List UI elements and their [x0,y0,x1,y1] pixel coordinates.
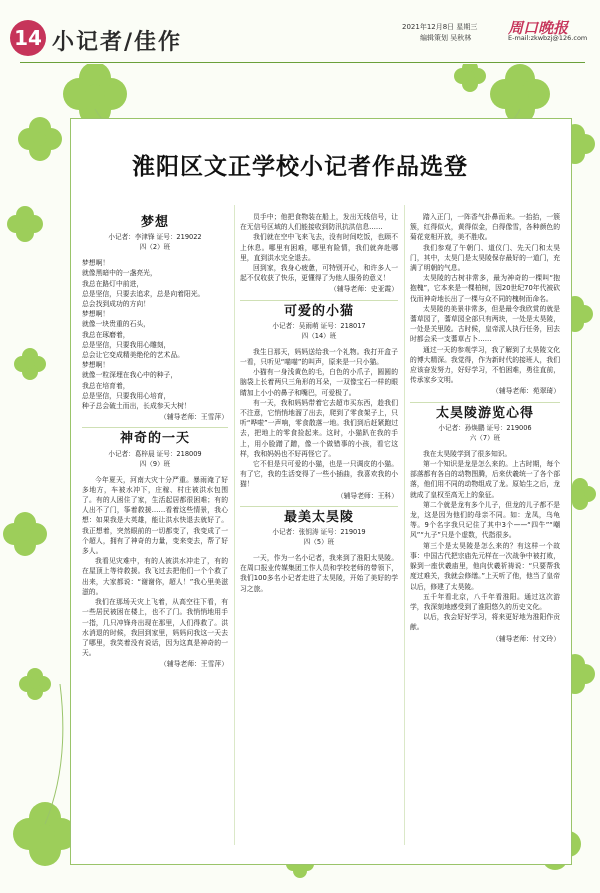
article-divider [410,402,560,403]
poem-line: 总是坚信，只要我用心培育， [82,391,171,400]
teacher-credit: （辅导老师：付文玲） [492,634,560,643]
poem-line: 总是坚信，只要我用心雕刻， [82,340,171,349]
paragraph: 以后，我会好好学习，将来更好地为淮阳作贡献。 [410,613,560,632]
article-continuation [410,212,560,397]
teacher-credit: （辅导老师：苑翠琦） [492,387,560,396]
article-beautiful-taihao [240,509,398,594]
teacher-credit: （辅导老师：王科） [336,491,398,500]
byline-class: 四（9）班 [139,459,171,468]
article-title: 可爱的小猫 [283,303,354,319]
poem-line: 我总在琢磨着， [82,330,130,339]
page-number-badge: 14 [10,20,46,56]
paragraph: 太昊陵的美景非常多，但是最令我欣赏的就是蓍草园了，蓍草园全部只有两块，一处是太昊陵，一处是关里陵。古时候，皇帝派人执行任务，回去时都会采一支蓍草占卜…… [410,304,560,344]
article-byline [240,321,398,341]
poem-line: 我总在培育着， [82,381,130,390]
paragraph: 太昊陵的古树非常多，最为神奇的一棵叫“抱抱槐”，它本来是一棵柏树，因20世纪70年代被砍伐而神奇地长出了一棵与众不同的槐树而命名。 [410,274,560,303]
byline-author: 小记者：葛梓晨 证号：218009 [108,449,202,458]
byline-class: 四（2）班 [139,243,171,252]
issue-date: 2021年12月8日 星期三 [402,23,478,31]
article-dream [82,215,228,422]
section-title: 小记者/佳作 [52,29,183,55]
article-byline [82,449,228,469]
column-separator [404,205,405,845]
poem-line: 梦想啊！ [82,361,110,370]
article-byline [410,423,560,443]
newspaper-logo: 周口晚报 [508,19,569,37]
poem-line: 就像一块贵重的石头， [82,320,150,329]
article-visit-notes [410,405,560,644]
paragraph: 它不但是只可爱的小猫，也是一只调皮的小猫。有了它，我的生活变得了一些小插曲，我喜欢我的小猫！ [240,460,398,489]
teacher-credit: （辅导老师：史亚霞） [330,285,398,294]
article-divider [240,300,398,301]
paragraph: 第三个是太昊陵是怎么来的？有这样一个故事：中国古代把宗庙先元样在一次战争中被打败，躲到一座伏羲庙里，他向伏羲祈祷说：“只要帮我度过难关，我就会修缮。”上天听了他，他当了皇帝以后，修建了太昊陵。 [410,541,560,591]
column-3 [410,212,560,644]
article-title: 神奇的一天 [119,431,190,447]
byline-author: 小记者：张钥涛 证号：219019 [272,528,366,537]
article-divider [82,427,228,428]
page-header [0,0,600,64]
page-title: 淮阳区文正学校小记者作品选登 [132,153,468,180]
paragraph: 我们在那场天灾上飞着，从高空往下看，有一些居民被困在楼上，也不了门。我悄悄地用手一指，几只冲锋舟出现在那里，人们得救了。洪水消退的时候，我回到家里，妈妈问我这一天去了哪里，我笑着没有说话，因为这真是神奇的一天。 [82,598,228,658]
paragraph: 第一个知识是龙是怎么来的。上古时期，每个部落都有各自的动物图腾，后来伏羲统一了各个部落，他们用不同的动物组成了龙。原始生之后，龙就成了皇权至高无上的象征。 [410,460,560,499]
poem-line: 种子总会破土而出，长成参天大树！ [82,402,191,411]
poem-line: 我总在路灯中前进， [82,279,144,288]
poem-line: 梦想啊！ [82,310,110,319]
column-1 [82,212,228,670]
article-byline [240,527,398,547]
byline-class: 四（5）班 [303,538,335,547]
paragraph: 回到家，我身心疲惫，可特别开心，和许多人一起不仅收获了快乐，更懂得了为他人服务的意义！ [240,264,398,283]
paragraph: 有一天，我和妈妈带着它去超市买东西，趁我们不注意，它悄悄地溜了出去，爬到了零食架子上，只听“哗啦”一声响，零食散落一地。我们到后赶紧跑过去，把地上的零食捡起来。这时，小猫趴在我的手上，用小脸蹭了蹭，像一个做错事的小孩，看它这样，我和妈妈也不好再怪它了。 [240,398,398,458]
poem-line: 总是坚信，只要去追求，总是向着阳光。 [82,289,205,298]
paragraph: 我生日那天，妈妈送给我一个礼物。我打开盒子一看，只听见“喵喵”的叫声，原来是一只小猫。 [240,347,398,367]
poem-line: 总会让它变成精美绝伦的艺术品。 [82,351,184,360]
article-continuation [240,212,398,295]
header-rule [20,62,585,63]
teacher-credit: （辅导老师：王雪萍） [160,660,228,669]
editor-credit: 编辑策划 吴秋林 [420,34,472,42]
paragraph: 一天，作为一名小记者，我来到了淮阳太昊陵。在周口报业传媒集团工作人员和学校老师的带领下，我们100多名小记者走进了太昊陵，开始了美好的学习之旅。 [240,554,398,593]
paragraph: 通过一天的参观学习，我了解到了太昊陵文化的博大精深。我觉得，作为新时代的接班人，我们应该奋发努力，好好学习，不怕困难，勇往直前，传承家乡文明。 [410,345,560,385]
article-title: 太昊陵游览心得 [435,405,534,421]
poem-line: 梦想啊！ [82,259,110,268]
contact-email: E-mail:zkwbzj@126.com [508,34,588,42]
teacher-credit: （辅导老师：王雪萍） [160,413,228,422]
byline-class: 六（7）班 [469,433,501,442]
paragraph: 我们就在空中飞来飞去，没有时间吃饭，也顾不上休息。哪里有困难，哪里有险情，我们就奔赴哪里，直到洪水完全退去。 [240,233,398,262]
paragraph: 第二个就是龙有多个儿子，但龙的儿子都不是龙，这是因为他们的母亲不同。如：龙凤，乌龟等。9个名字我只记住了其中3个——“四牛”“嘲风”“九子”只是个虚数，代指很多。 [410,500,560,540]
poem-line: 就像黑暗中的一盏亮光， [82,269,157,278]
column-separator [234,205,235,845]
article-title: 最美太昊陵 [283,509,354,525]
article-title: 梦想 [140,215,169,230]
poem-line: 就像一粒深埋在我心中的种子， [82,371,178,380]
paragraph: 今年夏天，河南大灾十分严重。暴雨淹了好多地方，车被水冲下，庄稼、村庄被洪水包围了。有的人困住了家，生活起居都很困难；有的人出不了门，筝着救援……看着这些情景，我心想：如果我是大英雄，能让洪水快退去就好了。我正想着，突然眼前的一切都变了，我变成了一个超人，拥有了神奇的力量，变来变去，帮了好多人。 [82,475,228,556]
paragraph: 员手中；他把食物装在船上，发出无线信号，让在无信号区域的人们能接收到防汛抗洪信息…… [240,213,398,232]
byline-author: 小记者：孙焕鹏 证号：219006 [438,423,532,432]
paragraph: 我在太昊陵学到了很多知识。 [423,449,512,458]
paragraph: 我们参观了午朝门、道仪门、先天门和太昊门，其中，太昊门是太昊陵保存最好的一道门，充满了明朝的气息。 [410,243,560,273]
poem-body [82,258,228,411]
article-cute-cat [240,303,398,501]
paragraph: 小猫有一身浅黄色的毛，白色的小爪子，圆圆的脑袋上长着两只三角形的耳朵，一双像宝石一样的眼睛加上小小的鼻子和嘴巴，可爱极了。 [240,368,398,397]
article-magic-day [82,431,228,669]
article-byline [82,232,228,252]
article-divider [240,506,398,507]
paragraph: 五千年看北京，八千年看淮阳。通过这次游学，我深刻地感受到了淮阳悠久的历史文化。 [410,592,560,611]
byline-author: 小记者：李津锋 证号：219022 [108,233,202,242]
poem-line: 总会找到成功的方向！ [82,300,150,309]
byline-class: 四（14）班 [301,331,337,340]
paragraph: 踏入正门，一阵香气扑鼻而来。一抬抬，一簇簇，红得似火，黄得似金，白得像雪，各种颜色的菊花竞相开放，美不胜收。 [410,213,560,242]
column-2 [240,212,398,594]
byline-author: 小记者：吴雨萌 证号：218017 [272,321,366,330]
paragraph: 我看见灾难中，有的人被洪水冲走了，有的在屋顶上等待救援。我飞过去把他们一个个救了出来，大家都说：“谢谢你，超人！”我心里美滋滋的。 [82,557,228,596]
